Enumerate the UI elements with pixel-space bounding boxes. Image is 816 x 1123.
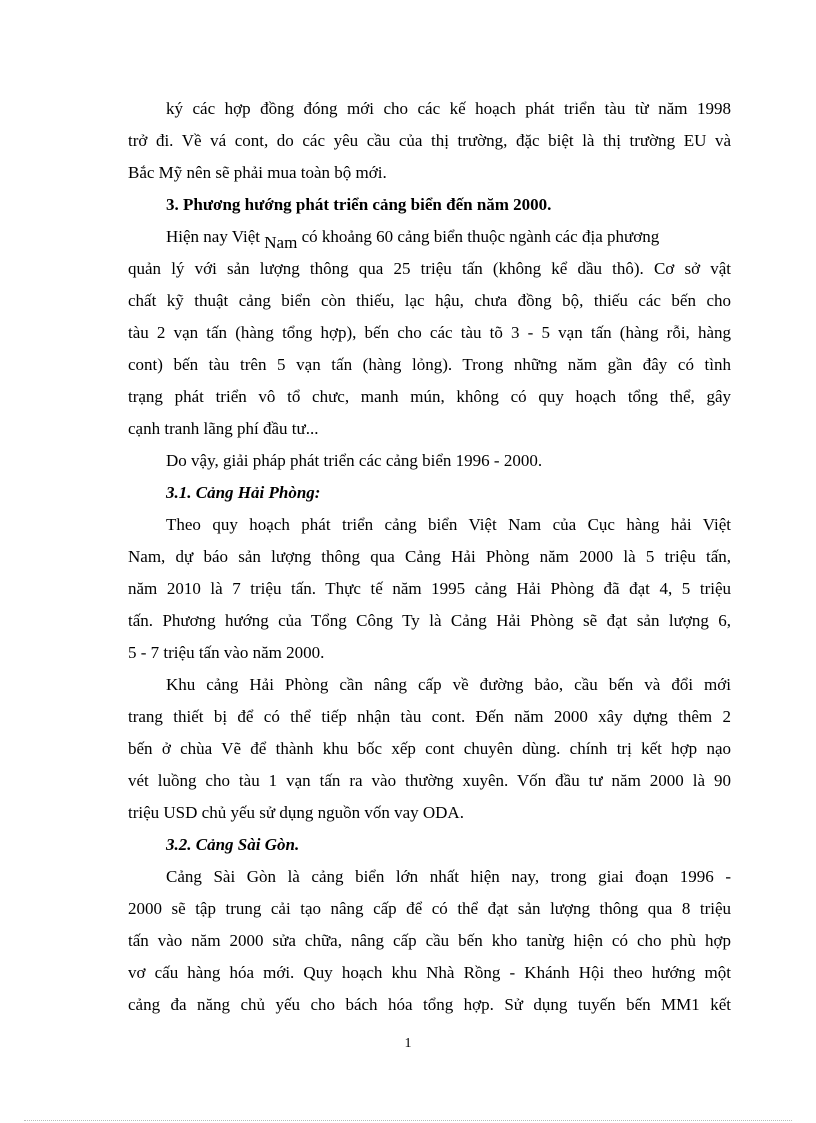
text-line: vơ cấu hàng hóa mới. Quy hoạch khu Nhà Rồng - Khánh Hội theo hướng một — [128, 963, 731, 982]
subsection-heading: 3.2. Cảng Sài Gòn. — [166, 835, 300, 854]
subsection-heading: 3.1. Cảng Hải Phòng: — [166, 483, 321, 502]
text-fragment: Hiện nay Việt — [166, 227, 261, 246]
text-line: 2000 sẽ tập trung cải tạo nâng cấp để có thể đạt sản lượng thông qua 8 triệu — [128, 899, 731, 918]
text-line: tàu 2 vạn tấn (hàng tổng hợp), bến cho các tàu tõ 3 - 5 vạn tấn (hàng rỗi, hàng — [128, 323, 731, 342]
text-line: Bắc Mỹ nên sẽ phải mua toàn bộ mới. — [128, 163, 387, 182]
text-line: 5 - 7 triệu tấn vào năm 2000. — [128, 643, 325, 662]
text-line: quản lý với sản lượng thông qua 25 triệu tấn (không kể dầu thô). Cơ sở vật — [128, 259, 731, 278]
page-number: 1 — [404, 1036, 412, 1051]
text-line: tấn vào năm 2000 sửa chữa, nâng cấp cầu bến kho tanừg hiện có cho phù hợp — [128, 931, 731, 950]
text-line: cont) bến tàu trên 5 vạn tấn (hàng lỏng). Trong những năm gần đây có tình — [128, 355, 731, 374]
text-line: Cảng Sài Gòn là cảng biển lớn nhất hiện nay, trong giai đoạn 1996 - — [166, 867, 731, 886]
text-line: trang thiết bị để có thể tiếp nhận tàu cont. Đến năm 2000 xây dựng thêm 2 — [128, 707, 731, 726]
text-line: trạng phát triển vô tổ chưc, manh mún, không có quy hoạch tổng thể, gây — [128, 387, 731, 406]
text-line: Theo quy hoạch phát triển cảng biển Việt Nam của Cục hàng hải Việt — [166, 515, 731, 534]
text-line: chất kỹ thuật cảng biển còn thiếu, lạc hậu, chưa đồng bộ, thiếu các bến cho — [128, 291, 731, 310]
text-line: vét luồng cho tàu 1 vạn tấn ra vào thường xuyên. Vốn đầu tư năm 2000 là 90 — [128, 771, 731, 790]
text-line: Do vậy, giải pháp phát triển các cảng biển 1996 - 2000. — [166, 451, 543, 470]
text-line: năm 2010 là 7 triệu tấn. Thực tế năm 1995 cảng Hải Phòng đã đạt 4, 5 triệu — [128, 579, 731, 598]
page-bottom-divider — [24, 1120, 792, 1121]
text-fragment-subscript: Nam — [264, 233, 298, 252]
text-fragment: có khoảng 60 cảng biển thuộc ngành các địa phương — [301, 227, 660, 246]
text-line: cảng đa năng chủ yếu cho bách hóa tổng hợp. Sử dụng tuyến bến MM1 kết — [128, 995, 731, 1014]
text-line: cạnh tranh lãng phí đầu tư... — [128, 419, 319, 438]
section-heading: 3. Phương hướng phát triển cảng biển đến năm 2000. — [166, 195, 552, 214]
text-line: ký các hợp đồng đóng mới cho các kế hoạch phát triển tàu từ năm 1998 — [166, 99, 731, 118]
text-line: Khu cảng Hải Phòng cần nâng cấp về đường bảo, cầu bến và đổi mới — [166, 675, 731, 694]
text-line: triệu USD chủ yếu sử dụng nguồn vốn vay ODA. — [128, 803, 464, 822]
text-line: bến ở chùa Vẽ để thành khu bốc xếp cont chuyên dùng. chính trị kết hợp nạo — [128, 739, 731, 758]
text-line: trở đi. Về vá cont, do các yêu cầu của thị trường, đặc biệt là thị trường EU và — [128, 131, 731, 150]
text-line: Nam, dự báo sản lượng thông qua Cảng Hải Phòng năm 2000 là 5 triệu tấn, — [128, 547, 731, 566]
text-line: tấn. Phương hướng của Tổng Công Ty là Cảng Hải Phòng sẽ đạt sản lượng 6, — [128, 611, 731, 630]
text-line — [128, 221, 731, 253]
